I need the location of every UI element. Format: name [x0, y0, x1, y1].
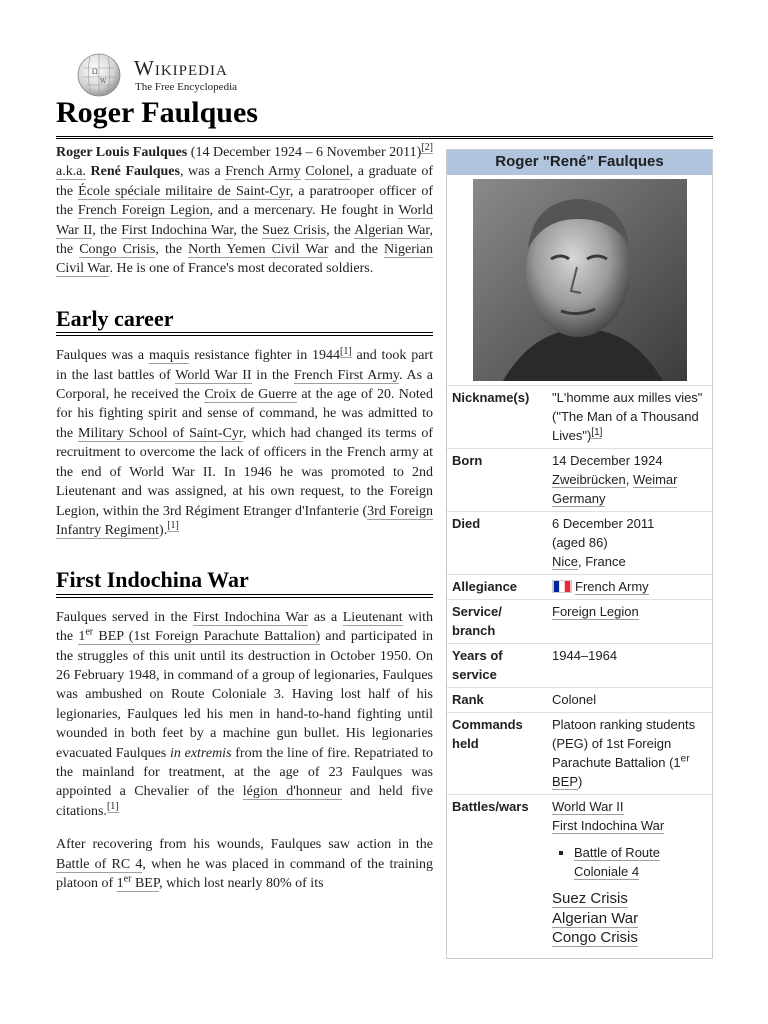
link-north-yemen[interactable]: North Yemen Civil War — [188, 242, 329, 258]
link-croix-de-guerre[interactable]: Croix de Guerre — [204, 387, 297, 403]
early-career-paragraph: Faulques was a maquis resistance fighter in 1944[1] and took part in the last battles of World War II in the French First Army. As a Corporal, he received the Croix de Guerre at the age of 20. Noted for his fighting spirit and sense of command, he was admitted to the Military School of Saint-Cyr, which had changed its terms of recruitment to overcome the lack of officers in the French army at the end of World War II. In 1946 he was promoted to 2nd Lieutenant and was assigned, at his own request, to the Foreign Legion, within the 3rd Régiment Etranger d'Infanterie (3rd Foreign Infantry Regiment).[1] — [56, 345, 434, 538]
value-battles — [547, 795, 712, 951]
label-died: Died — [447, 512, 547, 575]
link-nigerian-war[interactable]: Nigerian Civil War — [56, 242, 434, 277]
link-suez-crisis[interactable]: Suez Crisis — [262, 222, 327, 238]
title-divider — [56, 136, 713, 137]
svg-text:W: W — [100, 78, 107, 85]
value-commands: Platoon ranking students (PEG) of 1st Foreign Parachute Battalion (1er BEP) — [547, 713, 712, 795]
infobox-row-commands — [447, 713, 712, 795]
link-military-school[interactable]: Military School of Saint-Cyr — [78, 425, 244, 441]
link-world-war-ii[interactable]: World War II — [175, 367, 252, 383]
link-lieutenant[interactable]: Lieutenant — [342, 609, 403, 625]
link-suez-crisis[interactable]: Suez Crisis — [552, 890, 628, 907]
label-battles: Battles/wars — [447, 795, 547, 951]
label-nickname: Nickname(s) — [447, 386, 547, 449]
section-first-indochina-war — [56, 567, 433, 597]
value-died: 6 December 2011 (aged 86) Nice, France — [547, 512, 712, 575]
link-1er-bep[interactable]: 1er BEP (1st Foreign Parachute Battalion) — [78, 626, 321, 645]
indochina-paragraph-2: After recovering from his wounds, Faulques saw action in the Battle of RC 4, when he was placed in command of the training platoon of 1er BEP, which lost nearly 80% of its — [56, 837, 433, 891]
link-battle-route-coloniale-4[interactable]: Battle of Route Coloniale 4 — [574, 845, 660, 879]
ref-link[interactable]: [1] — [106, 801, 119, 813]
battle-sublist — [574, 843, 707, 881]
heading-early-career: Early career — [56, 305, 174, 331]
value-born: 14 December 1924 Zweibrücken, Weimar Germany — [547, 449, 712, 512]
alt-name: René Faulques — [90, 164, 180, 180]
wikipedia-logo[interactable] — [74, 52, 274, 98]
section-early-career — [56, 305, 433, 336]
title-divider-double — [56, 138, 713, 139]
link-battle-rc4[interactable]: Battle of RC 4 — [56, 856, 143, 872]
france-flag-icon — [552, 580, 572, 593]
indochina-paragraph: Faulques served in the First Indochina War as a Lieutenant with the 1er BEP (1st Foreign Parachute Battalion) and participated in the struggles of this unit until its destruction in October 1950. On 26 February 1948, in command of a group of legionaries, Faulques was ambushed on Route Coloniale 3. Having lost half of his legionaries, Faulques led his men in hand-to-hand fighting until wounded in both feet by a machine gun bullet. His legionaries evacuated Faulques in extremis from the line of fire. Repatriated to the mainland for treatment, at the age of 23 Faulques was appointed a Chevalier of the légion d'honneur and held five citations.[1] — [56, 609, 434, 819]
intro-paragraph: Roger Louis Faulques (14 December 1924 – 6 November 2011)[2] a.k.a. René Faulques, was a French Army Colonel, a graduate of the École spéciale militaire de Saint-Cyr, a paratrooper officer of the French Foreign Legion, and a mercenary. He fought in World War II, the First Indochina War, the Suez Crisis, the Algerian War, the Congo Crisis, the North Yemen Civil War and the Nigerian Civil War. He is one of France's most decorated soldiers. — [56, 142, 434, 277]
link-first-indochina-war[interactable]: First Indochina War — [552, 818, 665, 833]
link-zweibrucken[interactable]: Zweibrücken — [552, 472, 626, 487]
aka-link[interactable]: a.k.a. — [56, 164, 86, 180]
label-commands: Commands held — [447, 713, 547, 795]
list-item — [574, 843, 707, 881]
link-1er-bep[interactable]: 1er BEP — [116, 873, 160, 891]
infobox-row-allegiance — [447, 575, 712, 600]
ref-link[interactable]: [1] — [591, 426, 603, 438]
ref-link[interactable]: [1] — [167, 520, 179, 532]
label-service: Service/ branch — [447, 600, 547, 644]
label-rank: Rank — [447, 688, 547, 713]
value-allegiance — [547, 575, 712, 600]
link-world-war-ii[interactable]: World War II — [552, 799, 624, 814]
subject-name: Roger Louis Faulques — [56, 145, 188, 160]
link-foreign-legion[interactable]: French Foreign Legion — [77, 203, 210, 219]
link-foreign-legion[interactable]: Foreign Legion — [552, 604, 639, 619]
value-years: 1944–1964 — [547, 644, 712, 688]
label-allegiance: Allegiance — [447, 575, 547, 600]
ref-link[interactable]: [2] — [421, 142, 433, 154]
logo-wordmark: Wikipedia — [134, 56, 228, 80]
infobox-table — [447, 385, 712, 951]
infobox-row-died — [447, 512, 712, 575]
label-years: Years of service — [447, 644, 547, 688]
link-algerian-war[interactable]: Algerian War — [354, 222, 430, 238]
link-french-army[interactable]: French Army — [575, 579, 649, 594]
svg-text:Ω: Ω — [92, 68, 98, 76]
infobox-row-rank — [447, 688, 712, 713]
ref-link[interactable]: [1] — [340, 345, 352, 357]
link-french-army[interactable]: French Army — [225, 164, 301, 180]
link-weimar-germany[interactable]: Weimar Germany — [552, 472, 678, 506]
link-bep[interactable]: BEP — [552, 774, 579, 789]
infobox-row-years — [447, 644, 712, 688]
link-3rd-foreign-infantry[interactable]: 3rd Foreign Infantry Regiment — [56, 503, 433, 538]
infobox-row-service — [447, 600, 712, 644]
infobox-row-born — [447, 449, 712, 512]
page-title: Roger Faulques — [56, 96, 258, 129]
link-maquis[interactable]: maquis — [148, 348, 190, 364]
link-first-indochina-war[interactable]: First Indochina War — [121, 222, 234, 238]
link-congo-crisis[interactable]: Congo Crisis — [79, 242, 156, 258]
link-colonel[interactable]: Colonel — [305, 164, 350, 180]
infobox-row-battles — [447, 795, 712, 951]
value-nickname: "L'homme aux milles vies" ("The Man of a Thousand Lives")[1] — [547, 386, 712, 449]
link-algerian-war[interactable]: Algerian War — [552, 909, 639, 927]
link-world-war-ii[interactable]: World War II — [56, 203, 434, 238]
value-service — [547, 600, 712, 644]
value-rank: Colonel — [547, 688, 712, 713]
link-first-indochina-war[interactable]: First Indochina War — [193, 609, 309, 625]
infobox-caption: Roger "René" Faulques — [447, 150, 712, 175]
link-legion-honneur[interactable]: légion d'honneur — [242, 784, 342, 800]
logo-tagline: The Free Encyclopedia — [135, 81, 238, 93]
infobox-row-nickname — [447, 386, 712, 449]
article-body — [56, 143, 433, 907]
portrait-photo[interactable] — [473, 179, 687, 381]
link-saint-cyr[interactable]: École spéciale militaire de Saint-Cyr — [78, 183, 290, 199]
link-french-first-army[interactable]: French First Army — [293, 367, 399, 383]
wikipedia-globe-icon — [74, 52, 124, 98]
heading-first-indochina-war: First Indochina War — [56, 567, 249, 593]
link-nice[interactable]: Nice — [552, 554, 579, 569]
link-congo-crisis[interactable]: Congo Crisis — [552, 929, 638, 946]
infobox — [446, 149, 713, 959]
label-born: Born — [447, 449, 547, 512]
